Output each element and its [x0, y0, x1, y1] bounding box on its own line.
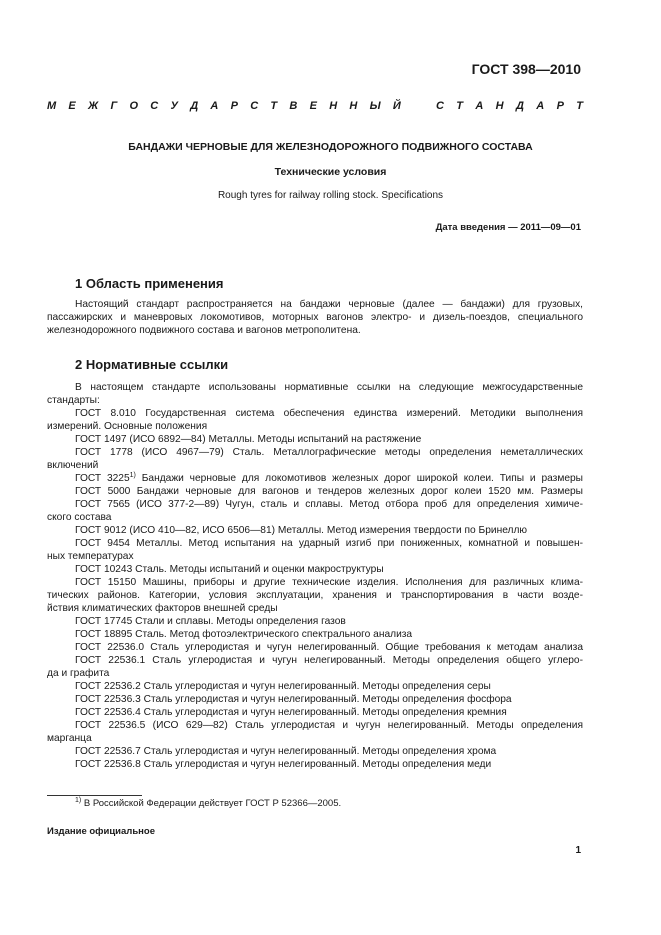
reference-line: ГОСТ 17745 Стали и сплавы. Методы определения газов	[75, 616, 346, 627]
reference-line: ГОСТ 22536.4 Сталь углеродистая и чугун нелегированный. Методы определения кремния	[75, 707, 507, 718]
interstate-word	[47, 100, 401, 112]
spaced-letter: Ж	[88, 100, 99, 112]
paragraph-line: пассажирских и маневровых локомотивов, моторных вагонов электро- и дизель-поездов, специального	[47, 312, 583, 323]
reference-line: ГОСТ 18895 Сталь. Метод фотоэлектрического спектрального анализа	[75, 629, 413, 640]
reference-line: измерений. Основные положения	[47, 421, 208, 432]
reference-line: ГОСТ 22536.7 Сталь углеродистая и чугун нелегированный. Методы определения хрома	[75, 746, 497, 757]
reference-line: ГОСТ 5000 Бандажи черновые для вагонов и тендеров железных дорог колеи 1520 мм. Размеры	[75, 486, 583, 497]
spaced-letter: Е	[68, 100, 76, 112]
footnote-divider	[47, 795, 142, 796]
spaced-letter: Д	[190, 100, 199, 112]
document-title: БАНДАЖИ ЧЕРНОВЫЕ ДЛЯ ЖЕЛЕЗНОДОРОЖНОГО ПОДВИЖНОГО СОСТАВА	[128, 141, 533, 153]
section-1-body	[47, 298, 583, 337]
english-title: Rough tyres for railway rolling stock. Specifications	[217, 190, 444, 201]
section-1-heading: 1 Область применения	[75, 276, 224, 291]
spaced-letter: А	[210, 100, 219, 112]
reference-line-gost-3225	[47, 472, 583, 485]
spaced-letter: М	[47, 100, 57, 112]
document-code: ГОСТ 398—2010	[471, 61, 581, 77]
spaced-letter: А	[536, 100, 545, 112]
footnote	[75, 798, 341, 809]
reference-line: ГОСТ 22536.5 (ИСО 629—82) Сталь углеродистая и чугун нелегированный. Методы определения	[75, 720, 583, 731]
paragraph-line: В настоящем стандарте использованы нормативные ссылки на следующие межгосударственные	[75, 382, 583, 393]
spaced-letter: Н	[495, 100, 504, 112]
spaced-letter: Т	[576, 100, 583, 112]
spaced-letter: О	[129, 100, 139, 112]
reference-line: йствия климатических факторов внешней среды	[47, 603, 278, 614]
spaced-letter: Н	[329, 100, 338, 112]
reference-line: ГОСТ 8.010 Государственная система обеспечения единства измерений. Методики выполнения	[75, 408, 583, 419]
spaced-letter: С	[150, 100, 159, 112]
reference-line: ского состава	[47, 512, 112, 523]
reference-line: ГОСТ 22536.2 Сталь углеродистая и чугун нелегированный. Методы определения серы	[75, 681, 491, 692]
spaced-letter: Ы	[369, 100, 381, 112]
footnote-marker: 1)	[75, 797, 82, 804]
reference-line: ных температурах	[47, 551, 134, 562]
introduction-date: Дата введения — 2011—09—01	[435, 222, 581, 233]
gost-3225-title: Бандажи черновые для локомотивов железных дорог широкой колеи. Типы и размеры	[135, 473, 584, 484]
spaced-letter: Р	[230, 100, 238, 112]
reference-line: ГОСТ 15150 Машины, приборы и другие технические изделия. Исполнения для различных клима-	[75, 577, 583, 588]
reference-line: ГОСТ 7565 (ИСО 377-2—89) Чугун, сталь и сплавы. Метод отбора проб для определения химиче-	[75, 499, 583, 510]
spaced-letter: Р	[556, 100, 564, 112]
paragraph-line: железнодорожного подвижного состава и вагонов метрополитена.	[47, 325, 361, 336]
spaced-letter: С	[250, 100, 259, 112]
spaced-letter: У	[170, 100, 178, 112]
reference-line: ГОСТ 22536.3 Сталь углеродистая и чугун нелегированный. Методы определения фосфора	[75, 694, 512, 705]
spaced-letter: В	[289, 100, 298, 112]
interstate-standard-heading	[47, 100, 583, 112]
reference-line: ГОСТ 22536.8 Сталь углеродистая и чугун нелегированный. Методы определения меди	[75, 759, 492, 770]
reference-line: да и графита	[47, 668, 110, 679]
reference-line: ГОСТ 10243 Сталь. Методы испытаний и оценки макроструктуры	[75, 564, 384, 575]
page-number: 1	[575, 845, 581, 856]
footnote-marker: 1)	[129, 472, 136, 479]
reference-line: ГОСТ 1778 (ИСО 4967—79) Сталь. Металлографические методы определения неметаллических	[75, 447, 583, 458]
reference-line: ГОСТ 1497 (ИСО 6892—84) Металлы. Методы испытаний на растяжение	[75, 434, 422, 445]
reference-line: ГОСТ 22536.0 Сталь углеродистая и чугун нелегированный. Общие требования к методам анализа	[75, 642, 583, 653]
document-subtitle: Технические условия	[274, 166, 387, 178]
gost-3225-code: ГОСТ 3225	[75, 473, 130, 484]
spaced-letter: Т	[456, 100, 464, 112]
spaced-letter: Н	[349, 100, 358, 112]
section-2-heading: 2 Нормативные ссылки	[75, 357, 229, 372]
spaced-letter: Д	[515, 100, 524, 112]
spaced-letter: Й	[392, 100, 401, 112]
spaced-letter: Е	[309, 100, 317, 112]
reference-line: марганца	[47, 733, 92, 744]
official-edition-label: Издание официальное	[47, 826, 155, 837]
spaced-letter: Г	[110, 100, 118, 112]
reference-line: ГОСТ 22536.1 Сталь углеродистая и чугун нелегированный. Методы определения общего углеро-	[75, 655, 583, 666]
footnote-text: В Российской Федерации действует ГОСТ Р 52366—2005.	[81, 798, 342, 809]
spaced-letter: С	[436, 100, 444, 112]
paragraph-line: стандарты:	[47, 395, 100, 406]
reference-line: ГОСТ 9012 (ИСО 410—82, ИСО 6506—81) Металлы. Метод измерения твердости по Бринеллю	[75, 525, 528, 536]
standard-word	[436, 100, 583, 112]
section-2-body	[47, 381, 583, 771]
spaced-letter: Т	[270, 100, 278, 112]
spaced-letter: А	[475, 100, 484, 112]
reference-line: ГОСТ 9454 Металлы. Метод испытания на ударный изгиб при пониженных, комнатной и повышен-	[75, 538, 583, 549]
reference-line: тических районов. Категории, условия эксплуатации, хранения и транспортирования в части возде-	[47, 590, 583, 601]
paragraph-line: Настоящий стандарт распространяется на бандажи черновые (далее — бандажи) для грузовых,	[75, 299, 583, 310]
reference-line: включений	[47, 460, 99, 471]
